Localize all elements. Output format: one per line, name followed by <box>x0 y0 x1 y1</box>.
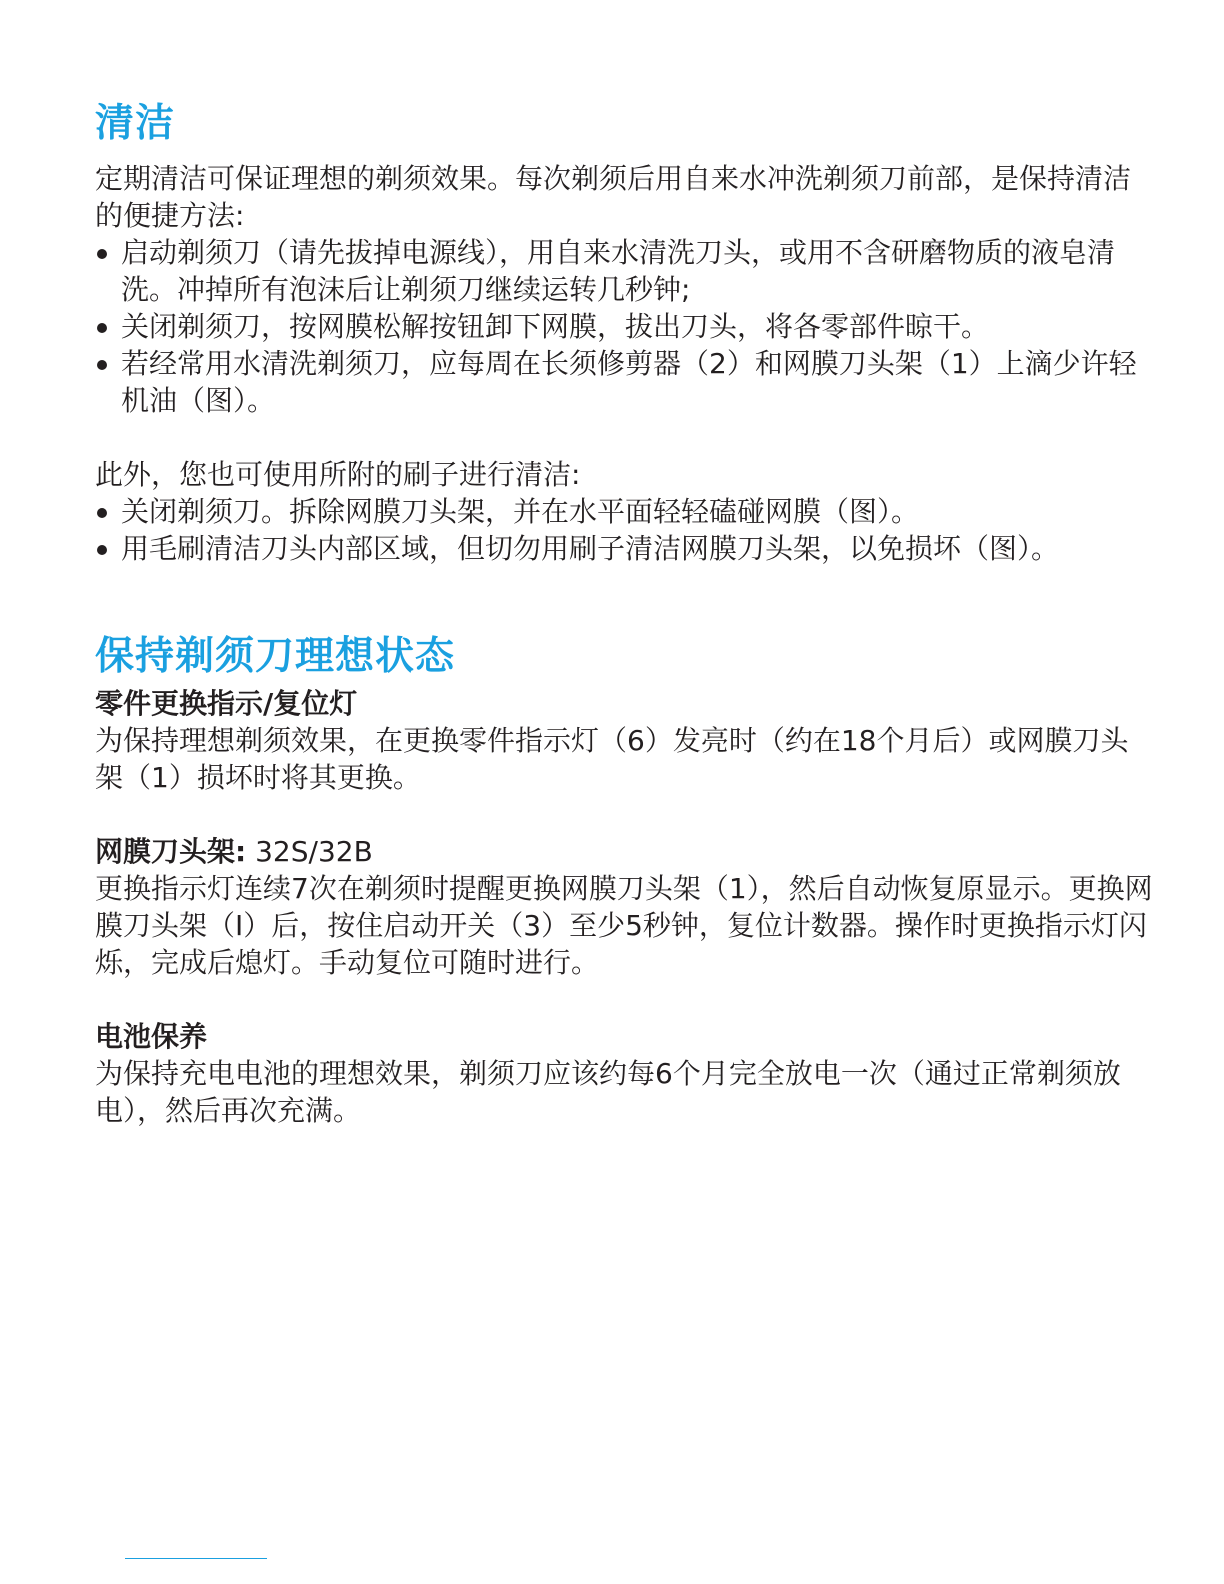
brush-step: 用毛刷清洁刀头内部区域，但切勿用刷子清洁网膜刀头架，以免损坏（图）。 <box>95 530 1155 567</box>
battery-text: 为保持充电电池的理想效果，剃须刀应该约每6个月完全放电一次（通过正常剃须放电），然后再次充满。 <box>95 1057 1121 1127</box>
cleaning-intro: 定期清洁可保证理想的剃须效果。每次剃须后用自来水冲洗剃须刀前部，是保持清洁的便捷方法: <box>95 162 1132 232</box>
cleaning-step: 启动剃须刀（请先拔掉电源线），用自来水清洗刀头，或用不含研磨物质的液皂清洗。冲掉所有泡沫后让剃须刀继续运转几秒钟; <box>95 234 1155 308</box>
brush-intro: 此外，您也可使用所附的刷子进行清洁: <box>95 458 581 491</box>
maintenance-title: 保持剃须刀理想状态 <box>95 634 456 679</box>
cleaning-step: 若经常用水清洗剃须刀，应每周在长须修剪器（2）和网膜刀头架（1）上滴少许轻机油（图）。 <box>95 345 1155 419</box>
cleaning-steps-list <box>95 234 1155 419</box>
foil-model: 32S/32B <box>246 835 373 868</box>
footer-rule <box>125 1558 267 1559</box>
spacer <box>95 419 1155 456</box>
spacer <box>95 981 1155 1018</box>
spacer <box>95 796 1155 833</box>
cleaning-title: 清洁 <box>95 101 176 146</box>
foil-heading <box>95 833 1155 870</box>
page-content <box>95 98 1155 1129</box>
indicator-text: 为保持理想剃须效果，在更换零件指示灯（6）发亮时（约在18个月后）或网膜刀头架（1）损坏时将其更换。 <box>95 724 1129 794</box>
foil-heading-label: 网膜刀头架: <box>95 835 247 868</box>
battery-heading: 电池保养 <box>95 1020 208 1053</box>
cleaning-step: 关闭剃须刀，按网膜松解按钮卸下网膜，拔出刀头，将各零部件晾干。 <box>95 308 1155 345</box>
indicator-heading: 零件更换指示/复位灯 <box>95 687 358 720</box>
brush-steps-list <box>95 493 1155 567</box>
brush-step: 关闭剃须刀。拆除网膜刀头架，并在水平面轻轻磕碰网膜（图）。 <box>95 493 1155 530</box>
foil-text: 更换指示灯连续7次在剃须时提醒更换网膜刀头架（1），然后自动恢复原显示。更换网膜刀头架（I）后，按住启动开关（3）至少5秒钟，复位计数器。操作时更换指示灯闪烁，完成后熄灯。手动复位可随时进行。 <box>95 872 1153 979</box>
